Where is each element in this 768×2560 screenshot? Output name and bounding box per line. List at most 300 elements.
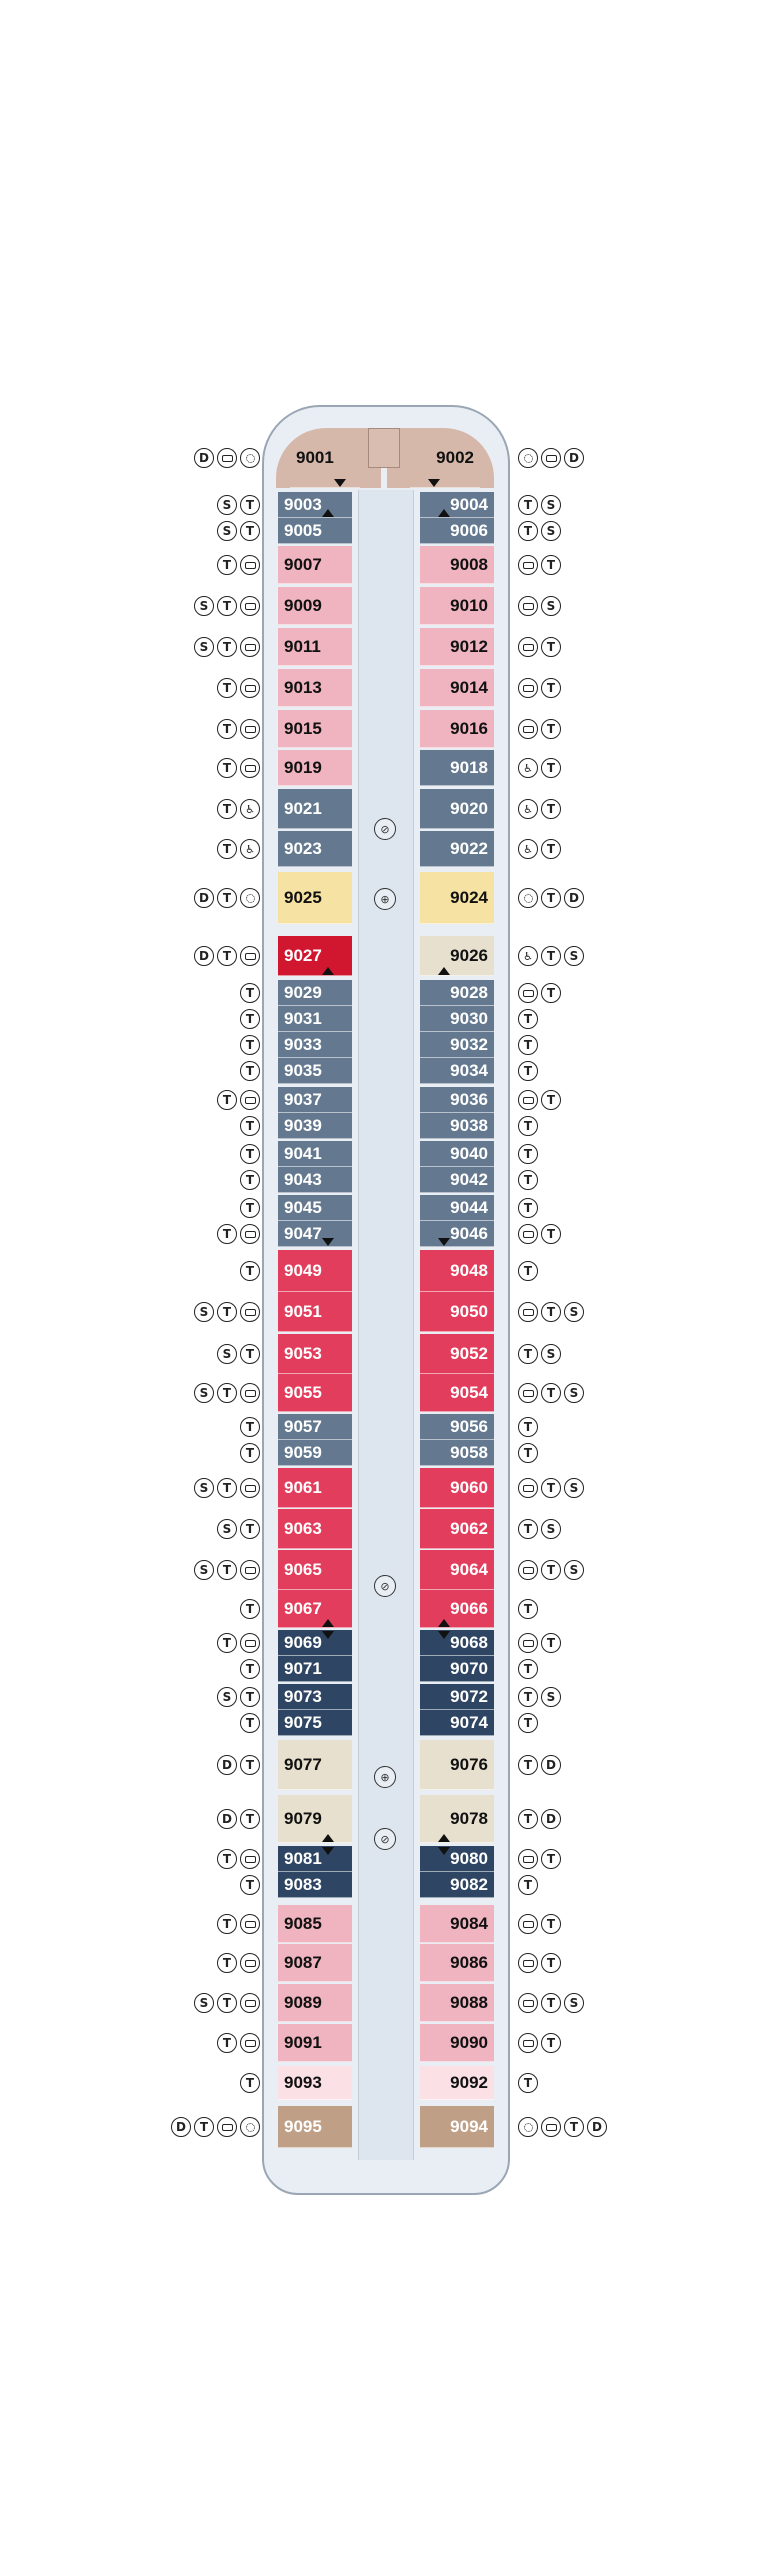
sofa-bed-icon bbox=[518, 555, 538, 575]
suite-icon: S bbox=[541, 521, 561, 541]
sofa-bed-icon bbox=[240, 1090, 260, 1110]
sofa-bed-icon bbox=[240, 1849, 260, 1869]
suite-icon: S bbox=[194, 1478, 214, 1498]
cabin-9037[interactable] bbox=[278, 1087, 352, 1113]
cabin-number: 9007 bbox=[284, 554, 322, 574]
sofa-bed-icon bbox=[240, 1560, 260, 1580]
cabin-number: 9032 bbox=[450, 1034, 488, 1054]
cabin-9045[interactable] bbox=[278, 1195, 352, 1221]
cabin-9064[interactable] bbox=[420, 1550, 494, 1590]
deluxe-icon: D bbox=[194, 946, 214, 966]
twin-icon: T bbox=[541, 1383, 561, 1403]
cabin-number: 9073 bbox=[284, 1686, 322, 1706]
cabin-9082[interactable] bbox=[420, 1872, 494, 1898]
cabin-9016[interactable] bbox=[420, 710, 494, 748]
cabin-number: 9003 bbox=[284, 494, 322, 514]
cabin-number: 9093 bbox=[284, 2072, 322, 2092]
cabin-9044[interactable] bbox=[420, 1195, 494, 1221]
cabin-number: 9084 bbox=[450, 1913, 488, 1933]
twin-icon: T bbox=[518, 1599, 538, 1619]
twin-icon: T bbox=[217, 1993, 237, 2013]
suite-icon: S bbox=[564, 1478, 584, 1498]
sofa-bed-icon bbox=[518, 637, 538, 657]
balcony-marker-icon bbox=[438, 967, 450, 975]
cabin-number: 9010 bbox=[450, 595, 488, 615]
twin-icon: T bbox=[541, 1560, 561, 1580]
deluxe-icon: D bbox=[217, 1755, 237, 1775]
twin-icon: T bbox=[240, 1170, 260, 1190]
cabin-9028[interactable] bbox=[420, 980, 494, 1006]
balcony-marker-icon bbox=[322, 1847, 334, 1855]
cabin-9003[interactable] bbox=[278, 492, 352, 518]
cabin-number: 9053 bbox=[284, 1343, 322, 1363]
twin-icon: T bbox=[240, 1116, 260, 1136]
sofa-bed-icon bbox=[240, 1224, 260, 1244]
cabin-9061[interactable] bbox=[278, 1468, 352, 1508]
cabin-9058[interactable] bbox=[420, 1440, 494, 1466]
cabin-9056[interactable] bbox=[420, 1414, 494, 1440]
cabin-9022[interactable] bbox=[420, 831, 494, 867]
twin-icon: T bbox=[217, 1953, 237, 1973]
sofa-bed-icon bbox=[240, 1953, 260, 1973]
cabin-number: 9067 bbox=[284, 1598, 322, 1618]
twin-icon: T bbox=[518, 1713, 538, 1733]
cabin-9092[interactable] bbox=[420, 2066, 494, 2100]
cabin-number: 9035 bbox=[284, 1060, 322, 1080]
cabin-9008[interactable] bbox=[420, 546, 494, 584]
accessible-icon: ♿ bbox=[518, 758, 538, 778]
twin-icon: T bbox=[240, 1875, 260, 1895]
twin-icon: T bbox=[541, 1849, 561, 1869]
deluxe-icon: D bbox=[194, 448, 214, 468]
twin-icon: T bbox=[240, 1443, 260, 1463]
twin-icon: T bbox=[240, 2073, 260, 2093]
cabin-9001[interactable] bbox=[290, 428, 360, 488]
cabin-9050[interactable] bbox=[420, 1292, 494, 1332]
cabin-9086[interactable] bbox=[420, 1944, 494, 1982]
twin-icon: T bbox=[240, 1687, 260, 1707]
sofa-bed-icon bbox=[240, 719, 260, 739]
balcony-marker-icon bbox=[438, 509, 450, 517]
deluxe-icon: D bbox=[541, 1809, 561, 1829]
cabin-9057[interactable] bbox=[278, 1414, 352, 1440]
cabin-9085[interactable] bbox=[278, 1905, 352, 1943]
cabin-9010[interactable] bbox=[420, 587, 494, 625]
cabin-9080[interactable] bbox=[420, 1846, 494, 1872]
cabin-9059[interactable] bbox=[278, 1440, 352, 1466]
cabin-9040[interactable] bbox=[420, 1141, 494, 1167]
cabin-number: 9001 bbox=[296, 447, 334, 467]
cabin-9066[interactable] bbox=[420, 1590, 494, 1628]
twin-icon: T bbox=[518, 1809, 538, 1829]
cabin-9084[interactable] bbox=[420, 1905, 494, 1943]
cabin-9060[interactable] bbox=[420, 1468, 494, 1508]
suite-icon: S bbox=[564, 1560, 584, 1580]
balcony-marker-icon bbox=[428, 479, 440, 487]
cabin-number: 9014 bbox=[450, 677, 488, 697]
sofa-bed-icon bbox=[518, 1383, 538, 1403]
cabin-9054[interactable] bbox=[420, 1374, 494, 1412]
twin-icon: T bbox=[217, 839, 237, 859]
sofa-bed-icon bbox=[518, 1302, 538, 1322]
twin-icon: T bbox=[240, 1713, 260, 1733]
cabin-9033[interactable] bbox=[278, 1032, 352, 1058]
cabin-9077[interactable] bbox=[278, 1740, 352, 1790]
cabin-9031[interactable] bbox=[278, 1006, 352, 1032]
twin-icon: T bbox=[240, 1599, 260, 1619]
cabin-9065[interactable] bbox=[278, 1550, 352, 1590]
cabin-9025[interactable] bbox=[278, 872, 352, 924]
sofa-bed-icon bbox=[240, 596, 260, 616]
twin-icon: T bbox=[240, 1519, 260, 1539]
whirlpool-icon bbox=[240, 888, 260, 908]
cabin-number: 9021 bbox=[284, 798, 322, 818]
cabin-9038[interactable] bbox=[420, 1113, 494, 1139]
cabin-number: 9030 bbox=[450, 1008, 488, 1028]
cabin-number: 9077 bbox=[284, 1754, 322, 1774]
cabin-number: 9088 bbox=[450, 1992, 488, 2012]
cabin-number: 9011 bbox=[284, 636, 321, 656]
cabin-number: 9006 bbox=[450, 520, 488, 540]
cabin-9053[interactable] bbox=[278, 1334, 352, 1374]
balcony-marker-icon bbox=[322, 1238, 334, 1246]
cabin-9035[interactable] bbox=[278, 1058, 352, 1084]
lift-icon-upper: ⊘ bbox=[374, 818, 396, 840]
stairs-icon-upper: ⊕ bbox=[374, 888, 396, 910]
twin-icon: T bbox=[518, 2073, 538, 2093]
sofa-bed-icon bbox=[518, 1478, 538, 1498]
cabin-number: 9033 bbox=[284, 1034, 322, 1054]
sofa-bed-icon bbox=[240, 555, 260, 575]
twin-icon: T bbox=[240, 1809, 260, 1829]
suite-icon: S bbox=[541, 1687, 561, 1707]
cabin-9081[interactable] bbox=[278, 1846, 352, 1872]
sofa-bed-icon bbox=[240, 1993, 260, 2013]
cabin-number: 9047 bbox=[284, 1223, 322, 1243]
twin-icon: T bbox=[541, 2033, 561, 2053]
twin-icon: T bbox=[541, 983, 561, 1003]
cabin-9011[interactable] bbox=[278, 628, 352, 666]
cabin-9034[interactable] bbox=[420, 1058, 494, 1084]
sofa-bed-icon bbox=[518, 1849, 538, 1869]
sofa-bed-icon bbox=[518, 1633, 538, 1653]
cabin-9076[interactable] bbox=[420, 1740, 494, 1790]
cabin-9075[interactable] bbox=[278, 1710, 352, 1736]
cabin-number: 9090 bbox=[450, 2032, 488, 2052]
cabin-9093[interactable] bbox=[278, 2066, 352, 2100]
deluxe-icon: D bbox=[541, 1755, 561, 1775]
cabin-9052[interactable] bbox=[420, 1334, 494, 1374]
cabin-number: 9045 bbox=[284, 1197, 322, 1217]
cabin-number: 9066 bbox=[450, 1598, 488, 1618]
twin-icon: T bbox=[217, 758, 237, 778]
suite-icon: S bbox=[541, 1519, 561, 1539]
cabin-number: 9038 bbox=[450, 1115, 488, 1135]
cabin-number: 9027 bbox=[284, 945, 322, 965]
cabin-9078[interactable] bbox=[420, 1795, 494, 1843]
cabin-number: 9074 bbox=[450, 1712, 488, 1732]
twin-icon: T bbox=[541, 678, 561, 698]
cabin-number: 9004 bbox=[450, 494, 488, 514]
suite-icon: S bbox=[541, 1344, 561, 1364]
cabin-number: 9087 bbox=[284, 1952, 322, 1972]
cabin-9036[interactable] bbox=[420, 1087, 494, 1113]
cabin-number: 9028 bbox=[450, 982, 488, 1002]
cabin-number: 9063 bbox=[284, 1518, 322, 1538]
balcony-marker-icon bbox=[322, 967, 334, 975]
cabin-9014[interactable] bbox=[420, 669, 494, 707]
twin-icon: T bbox=[240, 1198, 260, 1218]
cabin-9073[interactable] bbox=[278, 1684, 352, 1710]
cabin-9013[interactable] bbox=[278, 669, 352, 707]
accessible-icon: ♿ bbox=[518, 839, 538, 859]
cabin-number: 9016 bbox=[450, 718, 488, 738]
cabin-9087[interactable] bbox=[278, 1944, 352, 1982]
cabin-9062[interactable] bbox=[420, 1509, 494, 1549]
suite-icon: S bbox=[194, 596, 214, 616]
cabin-number: 9072 bbox=[450, 1686, 488, 1706]
balcony-marker-icon bbox=[438, 1619, 450, 1627]
suite-icon: S bbox=[564, 946, 584, 966]
cabin-9005[interactable] bbox=[278, 518, 352, 544]
cabin-number: 9048 bbox=[450, 1260, 488, 1280]
sofa-bed-icon bbox=[518, 1914, 538, 1934]
cabin-9091[interactable] bbox=[278, 2024, 352, 2062]
twin-icon: T bbox=[217, 596, 237, 616]
cabin-9039[interactable] bbox=[278, 1113, 352, 1139]
twin-icon: T bbox=[217, 1090, 237, 1110]
whirlpool-icon bbox=[518, 2117, 538, 2137]
twin-icon: T bbox=[240, 1659, 260, 1679]
sofa-bed-icon bbox=[240, 2033, 260, 2053]
cabin-number: 9082 bbox=[450, 1874, 488, 1894]
twin-icon: T bbox=[518, 1035, 538, 1055]
cabin-9069[interactable] bbox=[278, 1630, 352, 1656]
cabin-number: 9083 bbox=[284, 1874, 322, 1894]
cabin-number: 9031 bbox=[284, 1008, 322, 1028]
sofa-bed-icon bbox=[217, 448, 237, 468]
cabin-number: 9064 bbox=[450, 1559, 488, 1579]
cabin-9070[interactable] bbox=[420, 1656, 494, 1682]
cabin-9089[interactable] bbox=[278, 1984, 352, 2022]
cabin-number: 9002 bbox=[436, 447, 474, 467]
cabin-number: 9076 bbox=[450, 1754, 488, 1774]
cabin-9047[interactable] bbox=[278, 1221, 352, 1247]
cabin-number: 9023 bbox=[284, 838, 322, 858]
cabin-9043[interactable] bbox=[278, 1167, 352, 1193]
twin-icon: T bbox=[217, 946, 237, 966]
cabin-number: 9037 bbox=[284, 1089, 322, 1109]
cabin-9030[interactable] bbox=[420, 1006, 494, 1032]
twin-icon: T bbox=[240, 1009, 260, 1029]
cabin-9024[interactable] bbox=[420, 872, 494, 924]
cabin-9068[interactable] bbox=[420, 1630, 494, 1656]
cabin-9009[interactable] bbox=[278, 587, 352, 625]
deluxe-icon: D bbox=[564, 888, 584, 908]
balcony-marker-icon bbox=[322, 509, 334, 517]
suite-icon: S bbox=[194, 1560, 214, 1580]
cabin-9029[interactable] bbox=[278, 980, 352, 1006]
sofa-bed-icon bbox=[240, 1478, 260, 1498]
cabin-9074[interactable] bbox=[420, 1710, 494, 1736]
twin-icon: T bbox=[518, 495, 538, 515]
cabin-number: 9080 bbox=[450, 1848, 488, 1868]
balcony-marker-icon bbox=[322, 1834, 334, 1842]
twin-icon: T bbox=[518, 1144, 538, 1164]
cabin-9083[interactable] bbox=[278, 1872, 352, 1898]
twin-icon: T bbox=[541, 1224, 561, 1244]
cabin-number: 9079 bbox=[284, 1808, 322, 1828]
cabin-9007[interactable] bbox=[278, 546, 352, 584]
cabin-9094[interactable] bbox=[420, 2106, 494, 2148]
cabin-9015[interactable] bbox=[278, 710, 352, 748]
suite-icon: S bbox=[194, 1993, 214, 2013]
balcony-marker-icon bbox=[334, 479, 346, 487]
twin-icon: T bbox=[518, 1198, 538, 1218]
cabin-9055[interactable] bbox=[278, 1374, 352, 1412]
sofa-bed-icon bbox=[240, 1302, 260, 1322]
twin-icon: T bbox=[240, 983, 260, 1003]
twin-icon: T bbox=[541, 719, 561, 739]
twin-icon: T bbox=[518, 1687, 538, 1707]
twin-icon: T bbox=[518, 1755, 538, 1775]
twin-icon: T bbox=[217, 888, 237, 908]
cabin-number: 9095 bbox=[284, 2116, 322, 2136]
cabin-number: 9018 bbox=[450, 757, 488, 777]
cabin-9079[interactable] bbox=[278, 1795, 352, 1843]
cabin-9020[interactable] bbox=[420, 789, 494, 829]
twin-icon: T bbox=[541, 839, 561, 859]
sofa-bed-icon bbox=[240, 1383, 260, 1403]
cabin-9018[interactable] bbox=[420, 750, 494, 786]
cabin-9006[interactable] bbox=[420, 518, 494, 544]
lift-icon-lower: ⊘ bbox=[374, 1828, 396, 1850]
cabin-number: 9008 bbox=[450, 554, 488, 574]
cabin-9067[interactable] bbox=[278, 1590, 352, 1628]
twin-icon: T bbox=[240, 1344, 260, 1364]
cabin-number: 9075 bbox=[284, 1712, 322, 1732]
twin-icon: T bbox=[541, 1914, 561, 1934]
twin-icon: T bbox=[240, 1061, 260, 1081]
twin-icon: T bbox=[518, 1261, 538, 1281]
twin-icon: T bbox=[541, 1993, 561, 2013]
twin-icon: T bbox=[541, 1478, 561, 1498]
cabin-9063[interactable] bbox=[278, 1509, 352, 1549]
twin-icon: T bbox=[217, 799, 237, 819]
cabin-number: 9056 bbox=[450, 1416, 488, 1436]
twin-icon: T bbox=[541, 1953, 561, 1973]
twin-icon: T bbox=[240, 1035, 260, 1055]
cabin-9012[interactable] bbox=[420, 628, 494, 666]
suite-icon: S bbox=[564, 1383, 584, 1403]
cabin-9071[interactable] bbox=[278, 1656, 352, 1682]
cabin-number: 9039 bbox=[284, 1115, 322, 1135]
twin-icon: T bbox=[541, 1090, 561, 1110]
cabin-number: 9055 bbox=[284, 1382, 322, 1402]
cabin-number: 9040 bbox=[450, 1143, 488, 1163]
suite-icon: S bbox=[564, 1302, 584, 1322]
sofa-bed-icon bbox=[541, 448, 561, 468]
cabin-9004[interactable] bbox=[420, 492, 494, 518]
cabin-number: 9034 bbox=[450, 1060, 488, 1080]
cabin-9042[interactable] bbox=[420, 1167, 494, 1193]
cabin-number: 9078 bbox=[450, 1808, 488, 1828]
accessible-icon: ♿ bbox=[240, 839, 260, 859]
cabin-number: 9081 bbox=[284, 1848, 322, 1868]
twin-icon: T bbox=[541, 555, 561, 575]
whirlpool-icon bbox=[240, 448, 260, 468]
accessible-icon: ♿ bbox=[518, 946, 538, 966]
cabin-9002[interactable] bbox=[410, 428, 480, 488]
twin-icon: T bbox=[541, 888, 561, 908]
twin-icon: T bbox=[518, 1009, 538, 1029]
suite-icon: S bbox=[217, 1519, 237, 1539]
cabin-number: 9025 bbox=[284, 887, 322, 907]
cabin-9027[interactable] bbox=[278, 936, 352, 976]
sofa-bed-icon bbox=[240, 678, 260, 698]
cabin-9088[interactable] bbox=[420, 1984, 494, 2022]
cabin-9072[interactable] bbox=[420, 1684, 494, 1710]
balcony-marker-icon bbox=[322, 1619, 334, 1627]
cabin-9095[interactable] bbox=[278, 2106, 352, 2148]
deluxe-icon: D bbox=[194, 888, 214, 908]
cabin-number: 9054 bbox=[450, 1382, 488, 1402]
cabin-number: 9059 bbox=[284, 1442, 322, 1462]
twin-icon: T bbox=[240, 1417, 260, 1437]
cabin-9046[interactable] bbox=[420, 1221, 494, 1247]
cabin-9026[interactable] bbox=[420, 936, 494, 976]
sofa-bed-icon bbox=[518, 983, 538, 1003]
cabin-number: 9070 bbox=[450, 1658, 488, 1678]
cabin-number: 9052 bbox=[450, 1343, 488, 1363]
cabin-number: 9042 bbox=[450, 1169, 488, 1189]
sofa-bed-icon bbox=[240, 1633, 260, 1653]
cabin-9090[interactable] bbox=[420, 2024, 494, 2062]
twin-icon: T bbox=[217, 1914, 237, 1934]
cabin-9049[interactable] bbox=[278, 1250, 352, 1292]
twin-icon: T bbox=[541, 1633, 561, 1653]
twin-icon: T bbox=[217, 2033, 237, 2053]
cabin-number: 9069 bbox=[284, 1632, 322, 1652]
balcony-marker-icon bbox=[438, 1834, 450, 1842]
cabin-number: 9092 bbox=[450, 2072, 488, 2092]
cabin-number: 9085 bbox=[284, 1913, 322, 1933]
cabin-9032[interactable] bbox=[420, 1032, 494, 1058]
cabin-number: 9061 bbox=[284, 1477, 322, 1497]
deluxe-icon: D bbox=[217, 1809, 237, 1829]
suite-icon: S bbox=[194, 637, 214, 657]
sofa-bed-icon bbox=[518, 1560, 538, 1580]
cabin-9019[interactable] bbox=[278, 750, 352, 786]
cabin-9023[interactable] bbox=[278, 831, 352, 867]
twin-icon: T bbox=[518, 1875, 538, 1895]
cabin-number: 9005 bbox=[284, 520, 322, 540]
suite-icon: S bbox=[217, 1687, 237, 1707]
cabin-number: 9019 bbox=[284, 757, 322, 777]
cabin-9021[interactable] bbox=[278, 789, 352, 829]
twin-icon: T bbox=[518, 1519, 538, 1539]
cabin-number: 9026 bbox=[450, 945, 488, 965]
cabin-9041[interactable] bbox=[278, 1141, 352, 1167]
cabin-9048[interactable] bbox=[420, 1250, 494, 1292]
suite-icon: S bbox=[564, 1993, 584, 2013]
balcony-marker-icon bbox=[322, 1631, 334, 1639]
cabin-9051[interactable] bbox=[278, 1292, 352, 1332]
suite-icon: S bbox=[541, 495, 561, 515]
cabin-number: 9046 bbox=[450, 1223, 488, 1243]
twin-icon: T bbox=[217, 555, 237, 575]
bow-notch bbox=[368, 428, 400, 468]
